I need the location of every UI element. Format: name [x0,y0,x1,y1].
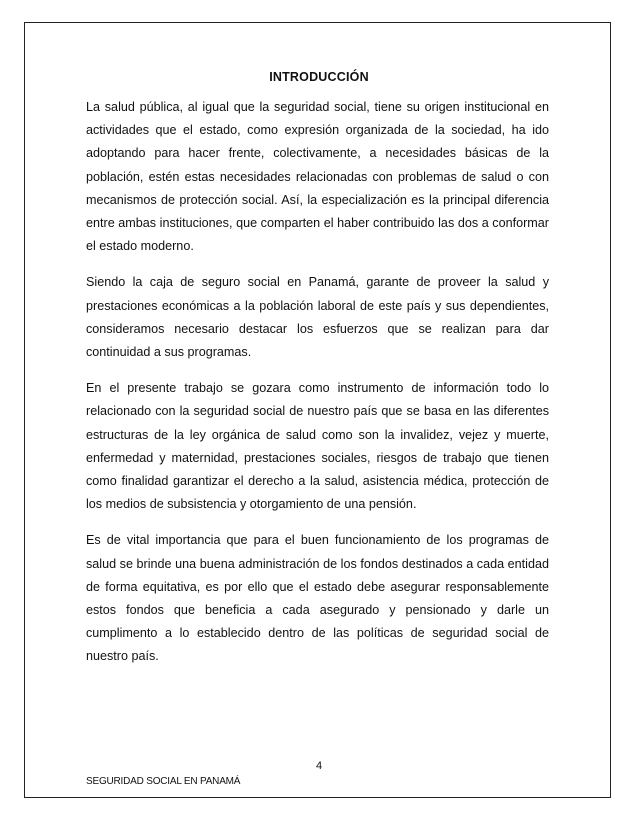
section-title: INTRODUCCIÓN [269,70,369,84]
paragraph-2: Siendo la caja de seguro social en Panamá, garante de proveer la salud y prestaciones económicas a la población laboral de este país y sus dependientes, consideramos necesario destacar los esfuerzos que se realizan para dar continuidad a sus programas. [86,275,549,360]
paragraph-1: La salud pública, al igual que la seguridad social, tiene su origen institucional en actividades que el estado, como expresión organizada de la sociedad, ha ido adoptando para hacer frente, colectivamente, a necesidades básicas de la población, estén estas necesidades relacionadas con problemas de salud o con mecanismos de protección social. Así, la especialización es la principal diferencia entre ambas instituciones, que comparten el haber contribuido las dos a conformar el estado moderno. [86,100,549,254]
paragraph-3: En el presente trabajo se gozara como instrumento de información todo lo relacionado con la seguridad social de nuestro país que se basa en las diferentes estructuras de la ley orgánica de salud como son la invalidez, vejez y muerte, enfermedad y maternidad, prestaciones sociales, riesgos de trabajo que tienen como finalidad garantizar el derecho a la salud, asistencia médica, protección de los medios de subsistencia y otorgamiento de una pensión. [86,381,549,512]
page-number: 4 [315,760,323,772]
paragraph-4: Es de vital importancia que para el buen funcionamiento de los programas de salud se brinde una buena administración de los fondos destinados a cada entidad de forma equitativa, es por ello que el estado debe asegurar responsablemente estos fondos que beneficia a cada asegurado y pensionado y darle un cumplimento a lo establecido dentro de las políticas de seguridad social de nuestro país. [86,533,549,664]
footer-text: SEGURIDAD SOCIAL EN PANAMÁ [86,776,241,787]
body-text [86,96,549,682]
